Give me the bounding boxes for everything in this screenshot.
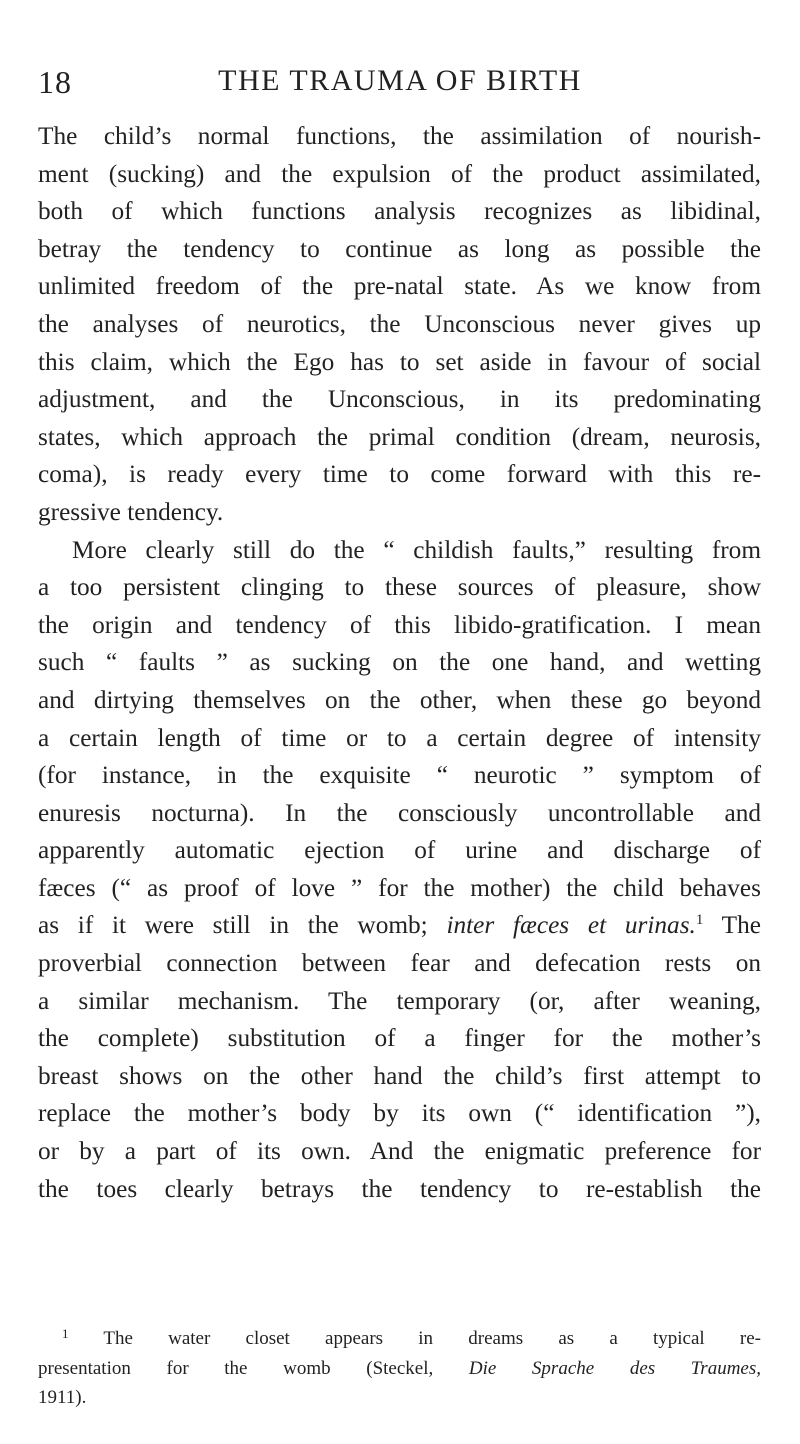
text-line: proverbial connection between fear and defecation rests on: [38, 949, 761, 978]
text-line: (for instance, in the exquisite “ neurotic ” symptom of: [38, 761, 761, 790]
text-line: ment (sucking) and the expulsion of the product assimilated,: [38, 159, 761, 188]
footnote-reference: 1: [695, 912, 704, 929]
text-line: such “ faults ” as sucking on the one hand, and wetting: [38, 648, 761, 677]
text-line: a similar mechanism. The temporary (or, after weaning,: [38, 986, 761, 1015]
text-line: fæces (“ as proof of love ” for the mother) the child behaves: [38, 873, 761, 902]
text-line: both of which functions analysis recognizes as libidinal,: [38, 197, 761, 226]
text-line: enuresis nocturna). In the consciously uncontrollable and: [38, 798, 761, 827]
italic-latin-phrase: inter fæces et urinas.: [446, 911, 696, 940]
text-line: coma), is ready every time to come forward with this re-: [38, 460, 761, 489]
text-line: and dirtying themselves on the other, when these go beyond: [38, 685, 761, 714]
footnote-italic-title: Die Sprache des Traumes,: [468, 1357, 761, 1379]
text-line: states, which approach the primal condition (dream, neurosis,: [38, 422, 761, 451]
text-line: unlimited freedom of the pre-natal state. As we know from: [38, 272, 761, 301]
footnote-line: [38, 1324, 761, 1354]
text-line: [38, 907, 761, 945]
footnote: [38, 1324, 761, 1413]
main-text: [38, 118, 761, 1208]
text-segment: as if it were still in the womb;: [38, 911, 447, 940]
running-title: THE TRAUMA OF BIRTH: [218, 64, 582, 97]
footnote-marker: 1: [62, 1326, 69, 1341]
text-line: this claim, which the Ego has to set aside in favour of social: [38, 347, 761, 376]
text-line: a too persistent clinging to these sources of pleasure, show: [38, 573, 761, 602]
footnote-text: The water closet appears in dreams as a typical re-: [103, 1328, 761, 1349]
footnote-line: [38, 1354, 761, 1384]
text-line: adjustment, and the Unconscious, in its predominating: [38, 385, 761, 414]
text-line: replace the mother’s body by its own (“ identification ”),: [38, 1099, 761, 1128]
text-segment: The: [703, 911, 761, 940]
text-line: the toes clearly betrays the tendency to re-establish the: [38, 1174, 761, 1203]
page-header: [38, 64, 762, 110]
text-line: or by a part of its own. And the enigmatic preference for: [38, 1137, 761, 1166]
text-line: More clearly still do the “ childish faults,” resulting from: [72, 535, 761, 564]
text-line: the analyses of neurotics, the Unconscious never gives up: [38, 309, 761, 338]
text-line: betray the tendency to continue as long as possible the: [38, 234, 761, 263]
text-line: The child’s normal functions, the assimilation of nourish-: [38, 122, 761, 150]
footnote-line: 1911).: [38, 1387, 87, 1408]
text-line: the origin and tendency of this libido-gratification. I mean: [38, 610, 761, 639]
text-line: gressive tendency.: [38, 497, 224, 526]
footnote-text: presentation for the womb (Steckel,: [38, 1357, 469, 1379]
page-number: 18: [38, 64, 72, 100]
text-line: apparently automatic ejection of urine and discharge of: [38, 836, 761, 865]
text-line: a certain length of time or to a certain degree of intensity: [38, 723, 761, 752]
text-line: the complete) substitution of a finger for the mother’s: [38, 1024, 761, 1053]
text-line: breast shows on the other hand the child’s first attempt to: [38, 1061, 761, 1090]
